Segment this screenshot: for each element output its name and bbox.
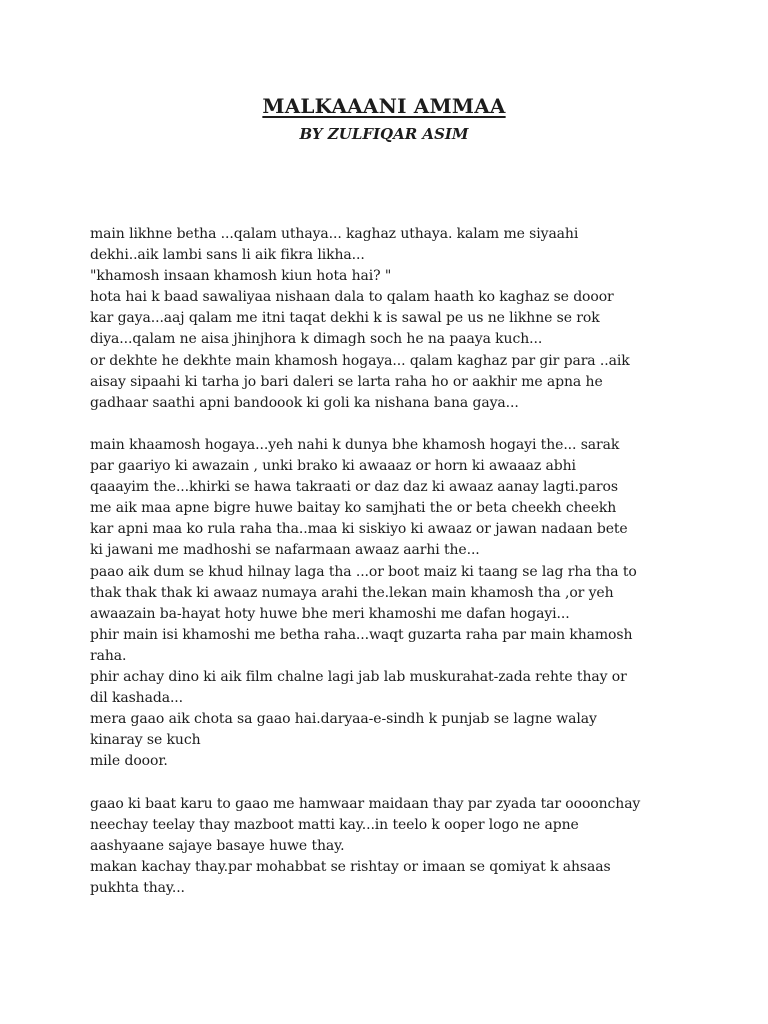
text-line: mile dooor.: [90, 753, 168, 770]
paragraph-break: [90, 414, 690, 435]
text-line: thak thak thak ki awaaz numaya arahi the.lekan main khamosh tha ,or yeh: [90, 584, 614, 601]
text-line: "khamosh insaan khamosh kiun hota hai? ": [90, 268, 392, 285]
text-line: gadhaar saathi apni bandoook ki goli ka nishana bana gaya...: [90, 394, 519, 411]
text-line: pukhta thay...: [90, 879, 185, 896]
text-line: kinaray se kuch: [90, 732, 201, 749]
text-line: dil kashada...: [90, 690, 184, 707]
text-line: phir achay dino ki aik film chalne lagi jab lab muskurahat-zada rehte thay or: [90, 668, 627, 685]
document-title: MALKAAANI AMMAA: [262, 94, 506, 118]
text-line: main likhne betha ...qalam uthaya... kaghaz uthaya. kalam me siyaahi: [90, 226, 579, 242]
text-line: gaao ki baat karu to gaao me hamwaar maidaan thay par zyada tar oooonchay: [90, 795, 641, 812]
text-line: neechay teelay thay mazboot matti kay...in teelo k ooper logo ne apne: [90, 816, 579, 833]
text-line: dekhi..aik lambi sans li aik fikra likha...: [90, 247, 365, 264]
text-line: or dekhte he dekhte main khamosh hogaya... qalam kaghaz par gir para ..aik: [90, 352, 630, 369]
text-line: kar apni maa ko rula raha tha..maa ki siskiyo ki awaaz or jawan nadaan bete: [90, 521, 628, 538]
text-line: par gaariyo ki awazain , unki brako ki awaaaz or horn ki awaaaz abhi: [90, 458, 576, 475]
text-line: awaazain ba-hayat hoty huwe bhe meri khamoshi me dafan hogayi...: [90, 605, 570, 622]
text-line: aisay sipaahi ki tarha jo bari daleri se larta raha ho or aakhir me apna he: [90, 373, 603, 390]
document-body: [90, 224, 690, 899]
text-line: hota hai k baad sawaliyaa nishaan dala to qalam haath ko kaghaz se dooor: [90, 289, 614, 306]
text-line: makan kachay thay.par mohabbat se rishtay or imaan se qomiyat k ahsaas: [90, 858, 611, 875]
text-line: diya...qalam ne aisa jhinjhora k dimagh soch he na paaya kuch...: [90, 331, 543, 348]
text-line: paao aik dum se khud hilnay laga tha ...or boot maiz ki taang se lag rha tha to: [90, 563, 637, 580]
text-line: kar gaya...aaj qalam me itni taqat dekhi k is sawal pe us ne likhne se rok: [90, 310, 600, 327]
text-line: main khaamosh hogaya...yeh nahi k dunya bhe khamosh hogayi the... sarak: [90, 436, 620, 453]
author-byline: BY ZULFIQAR ASIM: [299, 125, 469, 143]
text-line: phir main isi khamoshi me betha raha...waqt guzarta raha par main khamosh: [90, 626, 633, 643]
paragraph-break: [90, 772, 690, 793]
text-line: raha.: [90, 647, 127, 664]
text-line: qaaayim the...khirki se hawa takraati or daz daz ki awaaz aanay lagti.paros: [90, 479, 618, 496]
text-line: mera gaao aik chota sa gaao hai.daryaa-e-sindh k punjab se lagne walay: [90, 711, 597, 728]
text-line: ki jawani me madhoshi se nafarmaan awaaz aarhi the...: [90, 542, 480, 559]
text-line: aashyaane sajaye basaye huwe thay.: [90, 837, 345, 854]
text-line: me aik maa apne bigre huwe baitay ko samjhati the or beta cheekh cheekh: [90, 500, 617, 517]
